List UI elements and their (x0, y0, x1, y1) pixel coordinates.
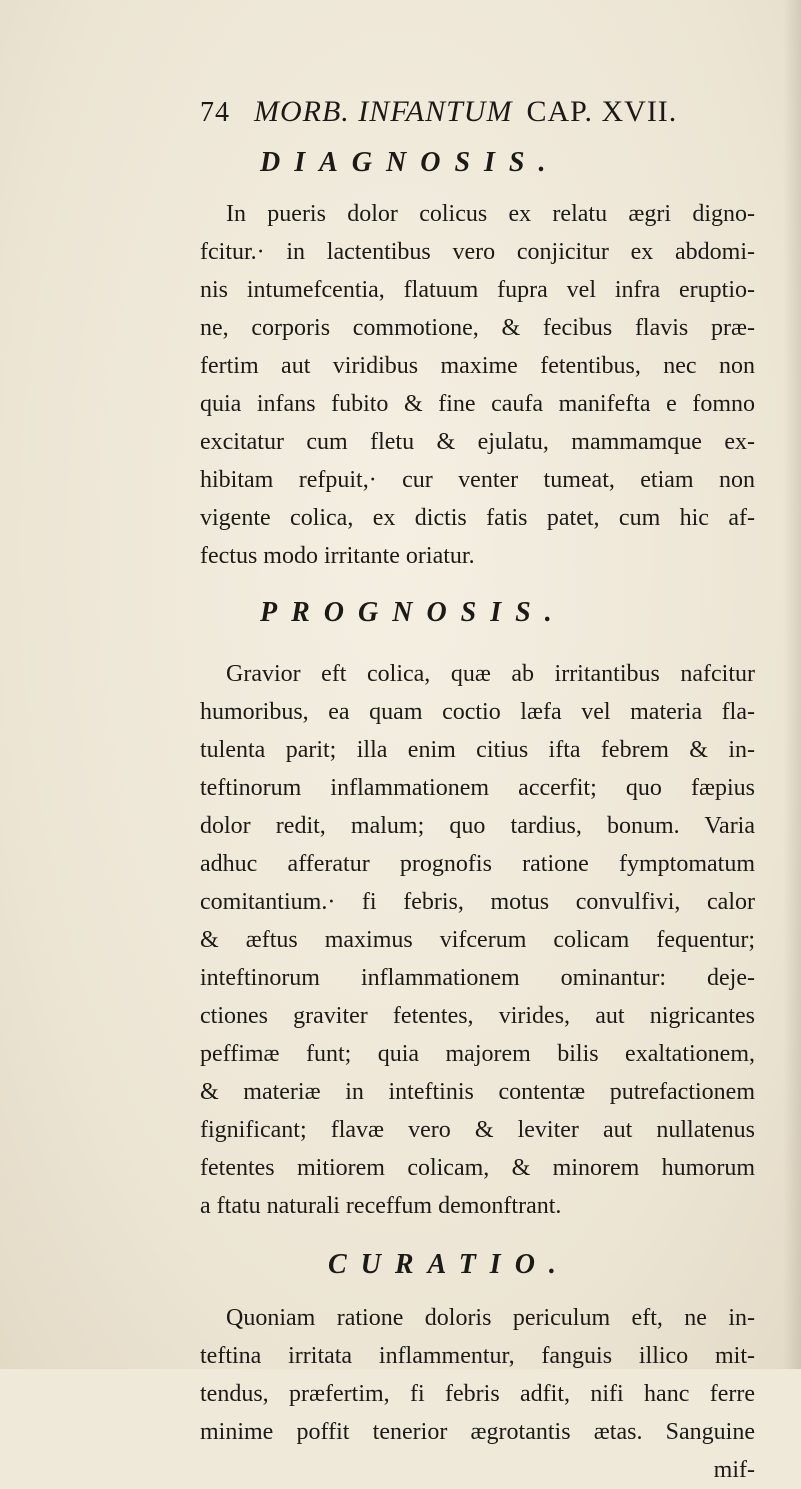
text-line: comitantium.· fi febris, motus convulfivi, calor (200, 889, 755, 915)
text-line: adhuc afferatur prognofis ratione fymptomatum (200, 851, 755, 877)
running-head (200, 92, 755, 133)
text-line: fetentes mitiorem colicam, & minorem humorum (200, 1155, 755, 1181)
text-line: tendus, præfertim, fi febris adfit, nifi hanc ferre (200, 1381, 755, 1407)
text-line: inteftinorum inflammationem ominantur: deje- (200, 965, 755, 991)
text-line: teftina irritata inflammentur, fanguis illico mit- (200, 1343, 755, 1369)
text-line: a ftatu naturali receffum demonftrant. (200, 1193, 562, 1219)
text-line: hibitam refpuit,· cur venter tumeat, etiam non (200, 467, 755, 493)
section-heading-prognosis: PROGNOSIS. (260, 597, 566, 628)
paragraph-curatio (200, 1299, 755, 1489)
text-line: ne, corporis commotione, & fecibus flavis præ- (200, 315, 755, 341)
text-line: Gravior eft colica, quæ ab irritantibus nafcitur (226, 661, 755, 687)
page-edge-shadow (783, 0, 801, 1369)
section-heading-diagnosis: DIAGNOSIS. (260, 147, 560, 178)
catchword: mif- (713, 1457, 755, 1483)
text-line: excitatur cum fletu & ejulatu, mammamque ex- (200, 429, 755, 455)
text-line: peffimæ funt; quia majorem bilis exaltationem, (200, 1041, 755, 1067)
text-line: humoribus, ea quam coctio læfa vel materia fla- (200, 699, 755, 725)
text-line: In pueris dolor colicus ex relatu ægri digno- (226, 201, 755, 227)
text-line: fignificant; flavæ vero & leviter aut nullatenus (200, 1117, 755, 1143)
running-head-chapter: CAP. XVII. (526, 95, 678, 128)
text-line: fertim aut viridibus maxime fetentibus, nec non (200, 353, 755, 379)
text-line: minime poffit tenerior ægrotantis ætas. Sanguine (200, 1419, 755, 1445)
text-line: nis intumefcentia, flatuum fupra vel infra eruptio- (200, 277, 755, 303)
text-line: quia infans fubito & fine caufa manifefta e fomno (200, 391, 755, 417)
text-line: ctiones graviter fetentes, virides, aut nigricantes (200, 1003, 755, 1029)
paragraph-prognosis (200, 655, 755, 1225)
text-line: & materiæ in inteftinis contentæ putrefactionem (200, 1079, 755, 1105)
text-block (200, 92, 755, 1489)
text-line: & æftus maximus vifcerum colicam fequentur; (200, 927, 755, 953)
text-line: dolor redit, malum; quo tardius, bonum. Varia (200, 813, 755, 839)
text-line: Quoniam ratione doloris periculum eft, ne in- (226, 1305, 755, 1331)
text-line: fcitur.· in lactentibus vero conjicitur ex abdomi- (200, 239, 755, 265)
page-number: 74 (200, 97, 230, 128)
text-line: fectus modo irritante oriatur. (200, 543, 475, 569)
text-line: teftinorum inflammationem accerfit; quo fæpius (200, 775, 755, 801)
paragraph-diagnosis (200, 195, 755, 575)
text-line: tulenta parit; illa enim citius ifta febrem & in- (200, 737, 755, 763)
running-head-title: MORB. INFANTUM (254, 95, 513, 128)
text-line: vigente colica, ex dictis fatis patet, cum hic af- (200, 505, 755, 531)
section-heading-curatio: CURATIO. (328, 1249, 570, 1280)
